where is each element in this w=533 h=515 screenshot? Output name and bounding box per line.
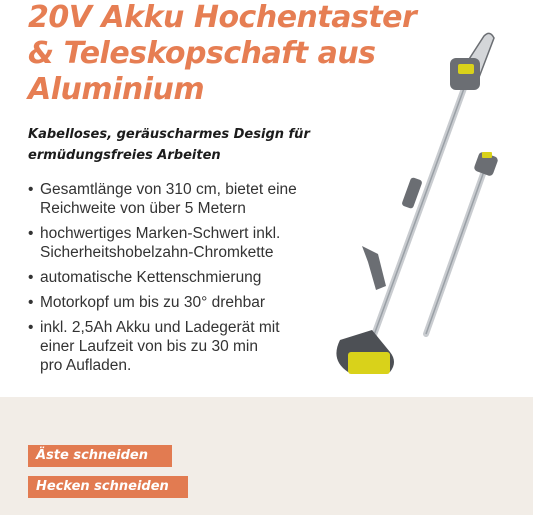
feature-item [28, 268, 328, 287]
feature-text-line: pro Aufladen. [40, 357, 132, 374]
bullet-icon: • [28, 181, 34, 198]
extension-pole-illustration [426, 151, 499, 334]
subheadline [28, 124, 310, 166]
tag-aeste-schneiden: Äste schneiden [28, 445, 172, 467]
feature-text-line: hochwertiges Marken-Schwert inkl. [40, 225, 281, 242]
subheadline-line-1: Kabelloses, geräuscharmes Design für [28, 127, 310, 142]
feature-text-line: Gesamtlänge von 310 cm, bietet eine [40, 181, 297, 198]
bullet-icon: • [28, 269, 34, 286]
feature-item [28, 224, 328, 262]
headline-line-3: Aluminium [28, 72, 205, 107]
bullet-icon: • [28, 225, 34, 242]
subheadline-line-2: ermüdungsfreies Arbeiten [28, 148, 221, 163]
feature-item [28, 293, 328, 312]
headline-line-2: & Teleskopschaft aus [28, 36, 376, 71]
feature-text-line: Sicherheitshobelzahn-Chromkette [40, 244, 274, 261]
product-image [320, 30, 530, 390]
bullet-icon: • [28, 319, 34, 336]
feature-text-line: Motorkopf um bis zu 30° drehbar [40, 294, 266, 311]
tag-hecken-schneiden: Hecken schneiden [28, 476, 188, 498]
feature-text-line: einer Laufzeit von bis zu 30 min [40, 338, 258, 355]
feature-text-line: automatische Kettenschmierung [40, 269, 262, 286]
feature-item [28, 180, 328, 218]
headline-line-1: 20V Akku Hochentaster [28, 0, 417, 35]
feature-text-line: inkl. 2,5Ah Akku und Ladegerät mit [40, 319, 280, 336]
feature-list [28, 180, 328, 381]
feature-text-line: Reichweite von über 5 Metern [40, 200, 246, 217]
bullet-icon: • [28, 294, 34, 311]
feature-item [28, 318, 328, 375]
